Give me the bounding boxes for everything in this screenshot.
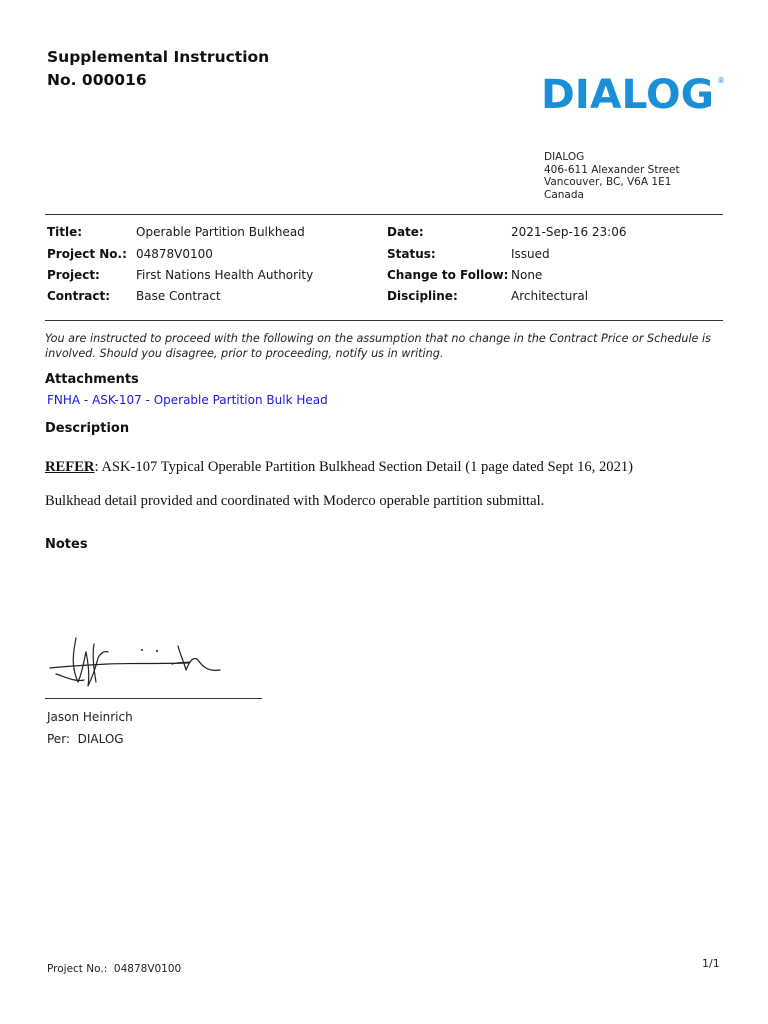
address-line: 406-611 Alexander Street xyxy=(544,163,680,176)
divider xyxy=(45,320,723,321)
company-address xyxy=(544,151,680,201)
document-number: No. 000016 xyxy=(47,71,147,89)
refer-label: REFER xyxy=(45,459,95,475)
registered-mark: ® xyxy=(717,76,725,85)
footer-project-no xyxy=(47,963,181,975)
address-line: Vancouver, BC, V6A 1E1 xyxy=(544,176,672,188)
date-label: Date: xyxy=(387,225,424,239)
signature-image xyxy=(48,630,228,692)
address-line: DIALOG xyxy=(544,151,585,163)
per-value: DIALOG xyxy=(77,732,124,746)
document-title xyxy=(47,46,269,92)
status-label: Status: xyxy=(387,247,436,261)
attachment-link[interactable]: FNHA - ASK-107 - Operable Partition Bulk Head xyxy=(47,393,328,407)
project-label: Project: xyxy=(47,268,100,282)
page-number: 1/1 xyxy=(702,957,720,970)
contract-label: Contract: xyxy=(47,289,110,303)
status-value: Issued xyxy=(511,247,550,261)
signature-dot xyxy=(156,650,158,652)
document-title-line1: Supplemental Instruction xyxy=(47,48,270,66)
refer-text: : ASK-107 Typical Operable Partition Bulkhead Section Detail (1 page dated Sept 16, 2021) xyxy=(94,459,634,475)
divider xyxy=(45,214,723,215)
discipline-label: Discipline: xyxy=(387,289,458,303)
footer-project-value: 04878V0100 xyxy=(113,963,182,975)
title-value: Operable Partition Bulkhead xyxy=(136,225,305,239)
instruction-text xyxy=(45,332,725,361)
change-to-follow-value: None xyxy=(511,268,543,282)
instruction-line: You are instructed to proceed with the following on the assumption that no change in the Contract Price or Schedule is xyxy=(45,332,711,345)
notes-heading: Notes xyxy=(45,537,88,552)
attachments-heading: Attachments xyxy=(45,372,139,387)
signer-name: Jason Heinrich xyxy=(47,710,133,724)
date-value: 2021-Sep-16 23:06 xyxy=(511,225,627,239)
per-label: Per: xyxy=(47,732,70,746)
change-to-follow-label: Change to Follow: xyxy=(387,268,509,282)
signer-company xyxy=(47,732,124,746)
refer-line xyxy=(45,459,633,476)
project-no-value: 04878V0100 xyxy=(136,247,213,261)
dialog-logo xyxy=(541,72,726,112)
project-value: First Nations Health Authority xyxy=(136,268,314,282)
address-line: Canada xyxy=(544,188,584,201)
signature-dot xyxy=(141,649,143,651)
contract-value: Base Contract xyxy=(136,289,221,303)
description-body: Bulkhead detail provided and coordinated with Moderco operable partition submittal. xyxy=(45,493,545,509)
project-no-label: Project No.: xyxy=(47,247,127,261)
signature-line xyxy=(45,698,262,699)
instruction-line: involved. Should you disagree, prior to proceeding, notify us in writing. xyxy=(45,346,444,360)
title-label: Title: xyxy=(47,225,83,239)
description-heading: Description xyxy=(45,421,130,436)
footer-project-label: Project No.: xyxy=(47,963,108,975)
logo-text: DIALOG xyxy=(541,72,714,112)
discipline-value: Architectural xyxy=(511,289,589,303)
